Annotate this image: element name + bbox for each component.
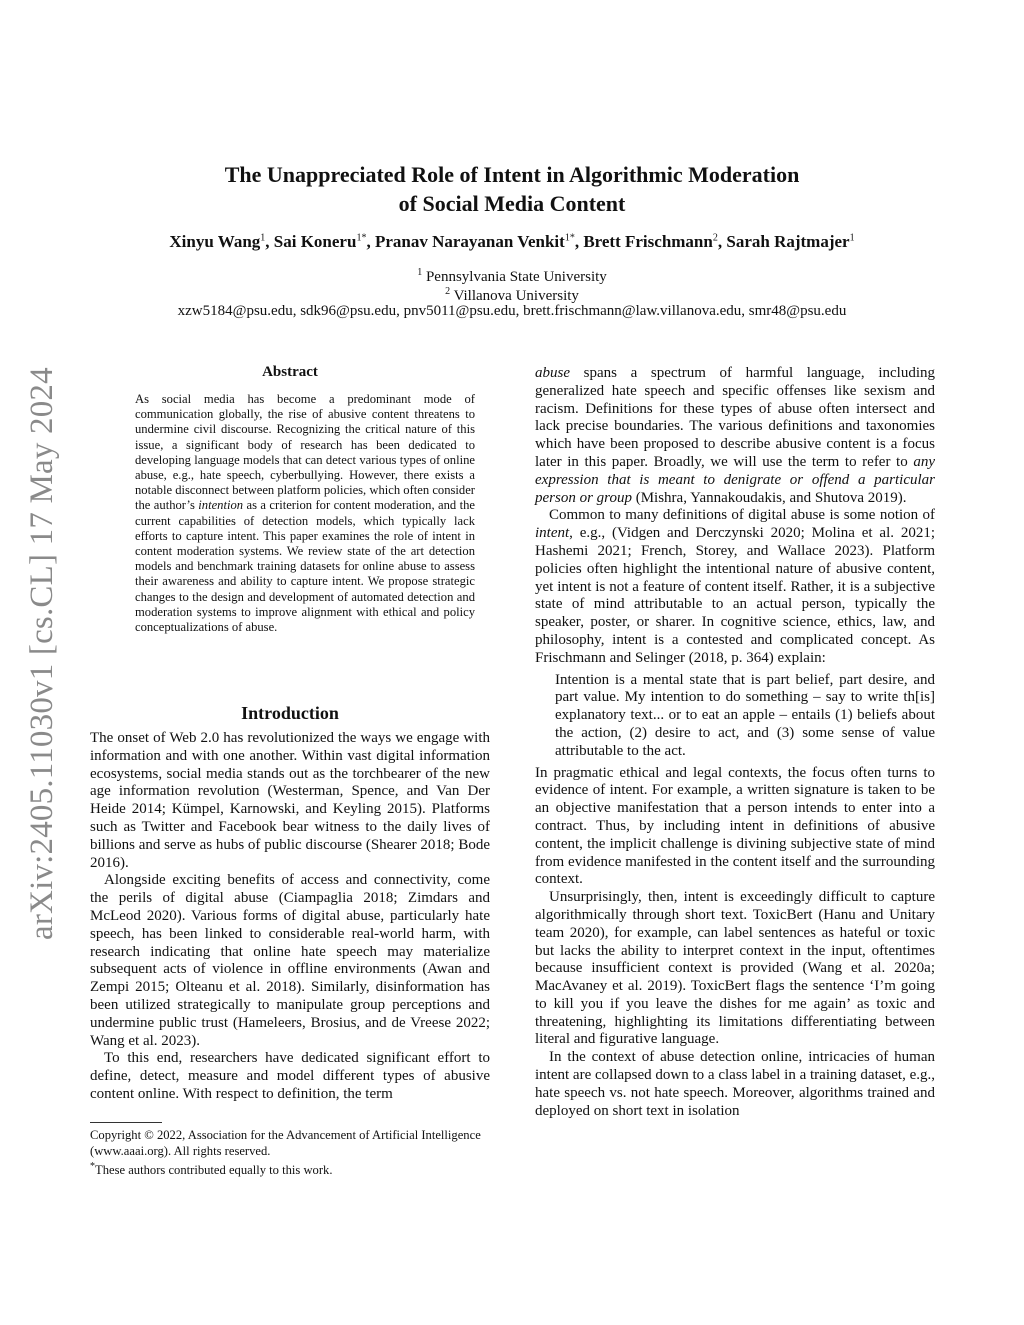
author-name: Brett Frischmann (583, 232, 713, 251)
copyright-footnote: Copyright © 2022, Association for the Advancement of Artificial Intelligence (www.aaai.org). All rights reserved. (90, 1128, 481, 1158)
left-column (90, 730, 490, 1104)
author-affiliation-mark: 1* (564, 232, 575, 244)
paragraph-text: (Mishra, Yannakoudakis, and Shutova 2019). (631, 489, 907, 506)
footnote-text: These authors contributed equally to this work. (95, 1163, 333, 1178)
author-affiliation-mark: 1 (849, 232, 855, 244)
equal-contribution-footnote (90, 1159, 490, 1179)
title-line-1: The Unappreciated Role of Intent in Algorithmic Moderation (224, 162, 800, 187)
emphasis: abuse (535, 365, 570, 381)
paragraph: Unsurprisingly, then, intent is exceedingly difficult to capture algorithmically through short text. ToxicBert (Hanu and Unitary team 2020), for example, can label sentences as hateful or toxic but lacks the ability to interpret context in the input, oftentimes because insufficient context is provided (Wang et al. 2020a; MacAvaney et al. 2019). ToxicBert flags the sentence ‘I’m going to kill you if you leave the dishes for me again’ as toxic and threatening, highlighting its limitations differentiating between literal and figurative language. (535, 889, 935, 1048)
title-line-2: of Social Media Content (398, 191, 626, 216)
paragraph-text: , e.g., (Vidgen and Derczynski 2020; Molina et al. 2021; Hashemi 2021; French, Storey, and Wallace 2023). Platform policies often highlight the intentional nature of abusive content, yet intent is not a feature of content itself. Rather, it is a subjective state of mind attributable to an actual person, typically the speaker, poster, or sharer. In cognitive science, ethics, law, and philosophy, intent is a contested and complicated concept. As Frischmann and Selinger (2018, p. 364) explain: (535, 525, 935, 666)
paragraph: To this end, researchers have dedicated significant effort to define, detect, measure and model different types of abusive content online. With respect to definition, the term (90, 1050, 490, 1102)
author-name: Xinyu Wang (169, 232, 261, 251)
abstract-heading: Abstract (262, 364, 318, 380)
author-name: Sai Koneru (273, 232, 357, 251)
paper-title (0, 160, 1024, 218)
paragraph (535, 507, 935, 667)
paragraph (535, 365, 935, 507)
paragraph: In pragmatic ethical and legal contexts, the focus often turns to evidence of intent. For example, a written signature is taken to be an objective manifestation that a person intends to enter into a contract. Thus, by including intent in definitions of abusive content, the implicit challenge is divining subjective state of mind from evidence manifested in the content itself and the surrounding context. (535, 764, 935, 888)
abstract-emphasis: intention (198, 498, 244, 513)
abstract-body (135, 392, 475, 635)
affiliation-mark: 2 (445, 286, 451, 297)
footnote-mark: * (90, 1161, 95, 1172)
affiliation-name: Villanova University (453, 288, 579, 304)
author-affiliation-mark: 1 (260, 232, 266, 244)
arxiv-identifier-stamp: arXiv:2405.11030v1 [cs.CL] 17 May 2024 (24, 367, 60, 940)
author-list: Xinyu Wang$^1$, Sai Koneru$^{1*}$, Pranav Narayanan Venkit$^{1*}$, Brett Frischmann$^2$, Sarah Rajtmajer$^1$ (169, 232, 855, 251)
footnote-divider (90, 1122, 162, 1123)
affiliation-name: Pennsylvania State University (425, 269, 607, 285)
footnotes (90, 1128, 490, 1179)
emphasis: any expression that is meant to denigrate or offend a particular person or group (535, 453, 935, 506)
abstract-text: As social media has become a predominant mode of communication globally, the rise of abusive content threatens to undermine civil discourse. Recognizing the critical nature of this issue, a significant body of research has been dedicated to developing language models that can detect various types of online abuse, e.g., hate speech, cyberbullying. However, there exists a notable disconnect between platform policies, which often consider the author’s (135, 392, 475, 513)
author-affiliation-mark: 2 (712, 232, 718, 244)
right-column (535, 365, 935, 1120)
block-quote: Intention is a mental state that is part belief, part desire, and part value. My intention to do something – say to write th[is] explanatory text... or to eat an apple – entails (1) beliefs about the action, (2) desire to act, and (3) some sense of value attributable to the act. (555, 671, 935, 759)
paragraph-text: Common to many definitions of digital abuse is some notion of (549, 507, 935, 524)
paragraph-text: spans a spectrum of harmful language, including generalized hate speech and specific offenses like sexism and racism. Definitions for these types of abuse often intersect and lack precise boundaries. The various definitions and taxonomies which have been proposed to describe abusive content is a focus later in this paper. Broadly, we will use the term to refer to (535, 365, 935, 470)
author-name: Pranav Narayanan Venkit (374, 232, 565, 251)
paragraph: In the context of abuse detection online, intricacies of human intent are collapsed down to a class label in a training dataset, e.g., hate speech vs. not hate speech. Moreover, algorithms trained and deployed on short text in isolation (535, 1049, 935, 1119)
author-affiliation-mark: 1* (356, 232, 367, 244)
paragraph: Alongside exciting benefits of access and connectivity, come the perils of digital abuse (Ciampaglia 2018; Zimdars and McLeod 2020). Various forms of digital abuse, particularly hate speech, has been linked to considerable real-world harm, with research indicating that online hate speech may materialize subsequent acts of violence in offline environments (Awan and Zempi 2015; Olteanu et al. 2018). Similarly, disinformation has been utilized strategically to manipulate group perceptions and undermine public trust (Hameleers, Brosius, and de Vreese 2022; Wang et al. 2023). (90, 872, 490, 1049)
abstract-text: as a criterion for content moderation, and the current capabilities of detection models, which typically lack efforts to capture intent. This paper examines the role of intent in content moderation systems. We review state of the art detection models and benchmark training datasets for online abuse to assess their awareness and ability to capture intent. We propose strategic changes to the design and development of automated detection and moderation systems to improve alignment with ethical and policy conceptualizations of abuse. (135, 498, 475, 635)
emphasis: intent (535, 525, 570, 542)
author-emails: xzw5184@psu.edu, sdk96@psu.edu, pnv5011@psu.edu, brett.frischmann@law.villanova.edu, smr48@psu.edu (177, 303, 847, 319)
affiliation-mark: 1 (417, 267, 423, 278)
paragraph: The onset of Web 2.0 has revolutionized the ways we engage with information and with one another. Within vast digital information ecosystems, social media stands out as the torchbearer of the new age information revolution (Westerman, Spence, and Van Der Heide 2014; Kümpel, Karnowski, and Keyling 2015). Platforms such as Twitter and Facebook bear witness to the daily lives of billions and serve as hubs of public discourse (Shearer 2018; Bode 2016). (90, 730, 490, 871)
introduction-heading: Introduction (241, 703, 339, 723)
author-name: Sarah Rajtmajer (726, 232, 850, 251)
